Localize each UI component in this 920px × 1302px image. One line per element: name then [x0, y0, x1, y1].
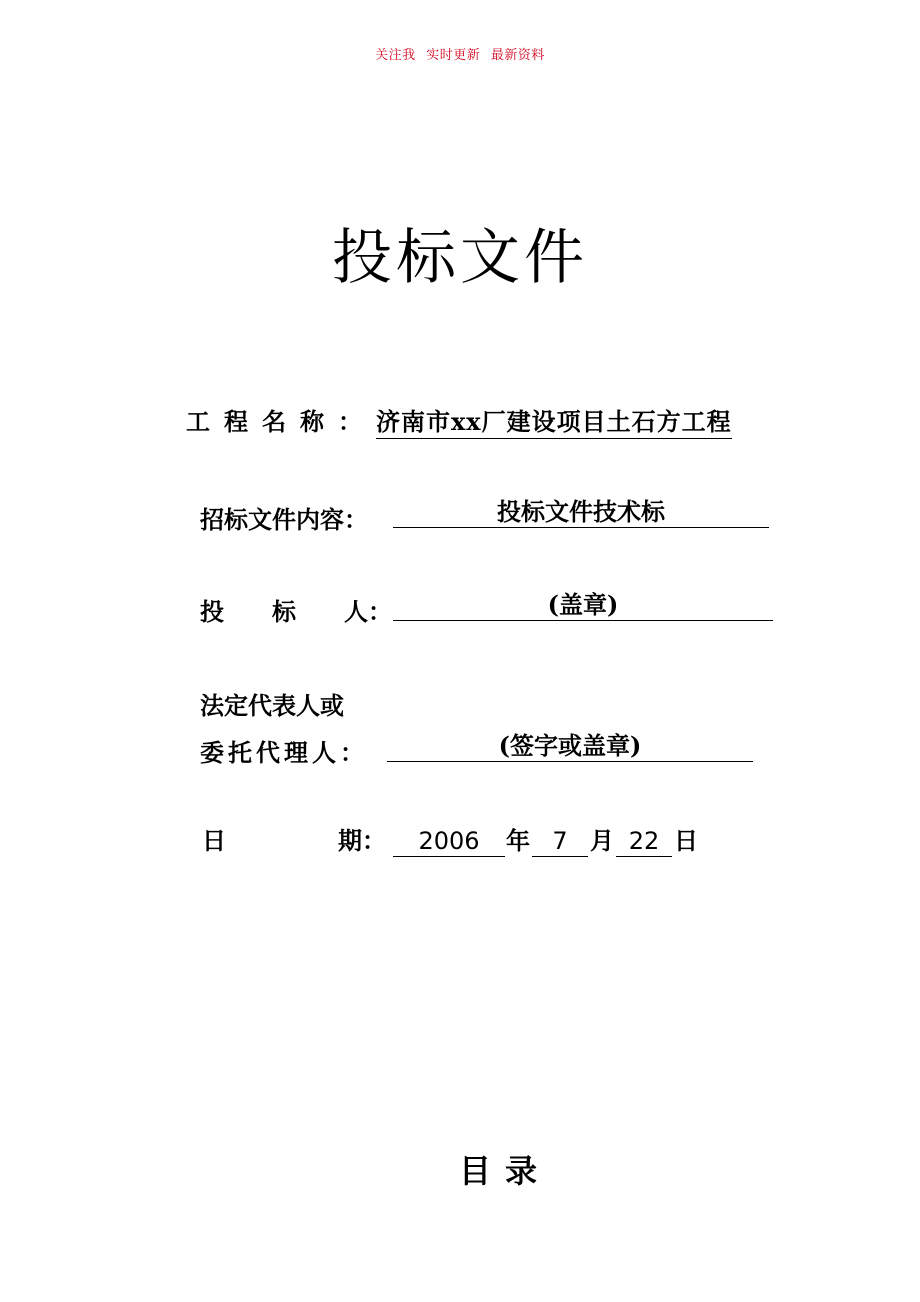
legal-rep-field: (签字或盖章) — [387, 731, 753, 762]
project-name-row — [186, 402, 732, 439]
bid-content-row — [200, 500, 368, 535]
date-day: 22 — [616, 826, 672, 857]
date-label-char2: 期： — [338, 826, 386, 855]
document-title: 投标文件 — [332, 223, 588, 293]
date-label-char1: 日 — [202, 826, 226, 855]
bid-content-label: 招标文件内容： — [200, 505, 368, 534]
bidder-row — [200, 592, 392, 627]
project-name-value: 济南市xx厂建设项目土石方工程 — [376, 402, 732, 439]
legal-rep-label-line2: 委托代理人： — [200, 738, 368, 767]
legal-rep-label-line1: 法定代表人或 — [200, 691, 344, 720]
bid-content-field: 投标文件技术标 — [393, 497, 769, 528]
bidder-label: 投 标 人： — [200, 597, 392, 626]
header-banner: 关注我 实时更新 最新资料 — [375, 48, 545, 63]
toc-title: 目录 — [458, 1152, 551, 1190]
date-year-unit: 年 — [506, 826, 530, 855]
date-day-unit: 日 — [674, 826, 698, 855]
date-year: 2006 — [393, 826, 505, 857]
date-month-unit: 月 — [590, 826, 614, 855]
bidder-field: (盖章) — [393, 590, 773, 621]
project-name-label: 工程名称： — [186, 407, 376, 436]
date-month: 7 — [532, 826, 588, 857]
legal-rep-row — [200, 733, 368, 768]
